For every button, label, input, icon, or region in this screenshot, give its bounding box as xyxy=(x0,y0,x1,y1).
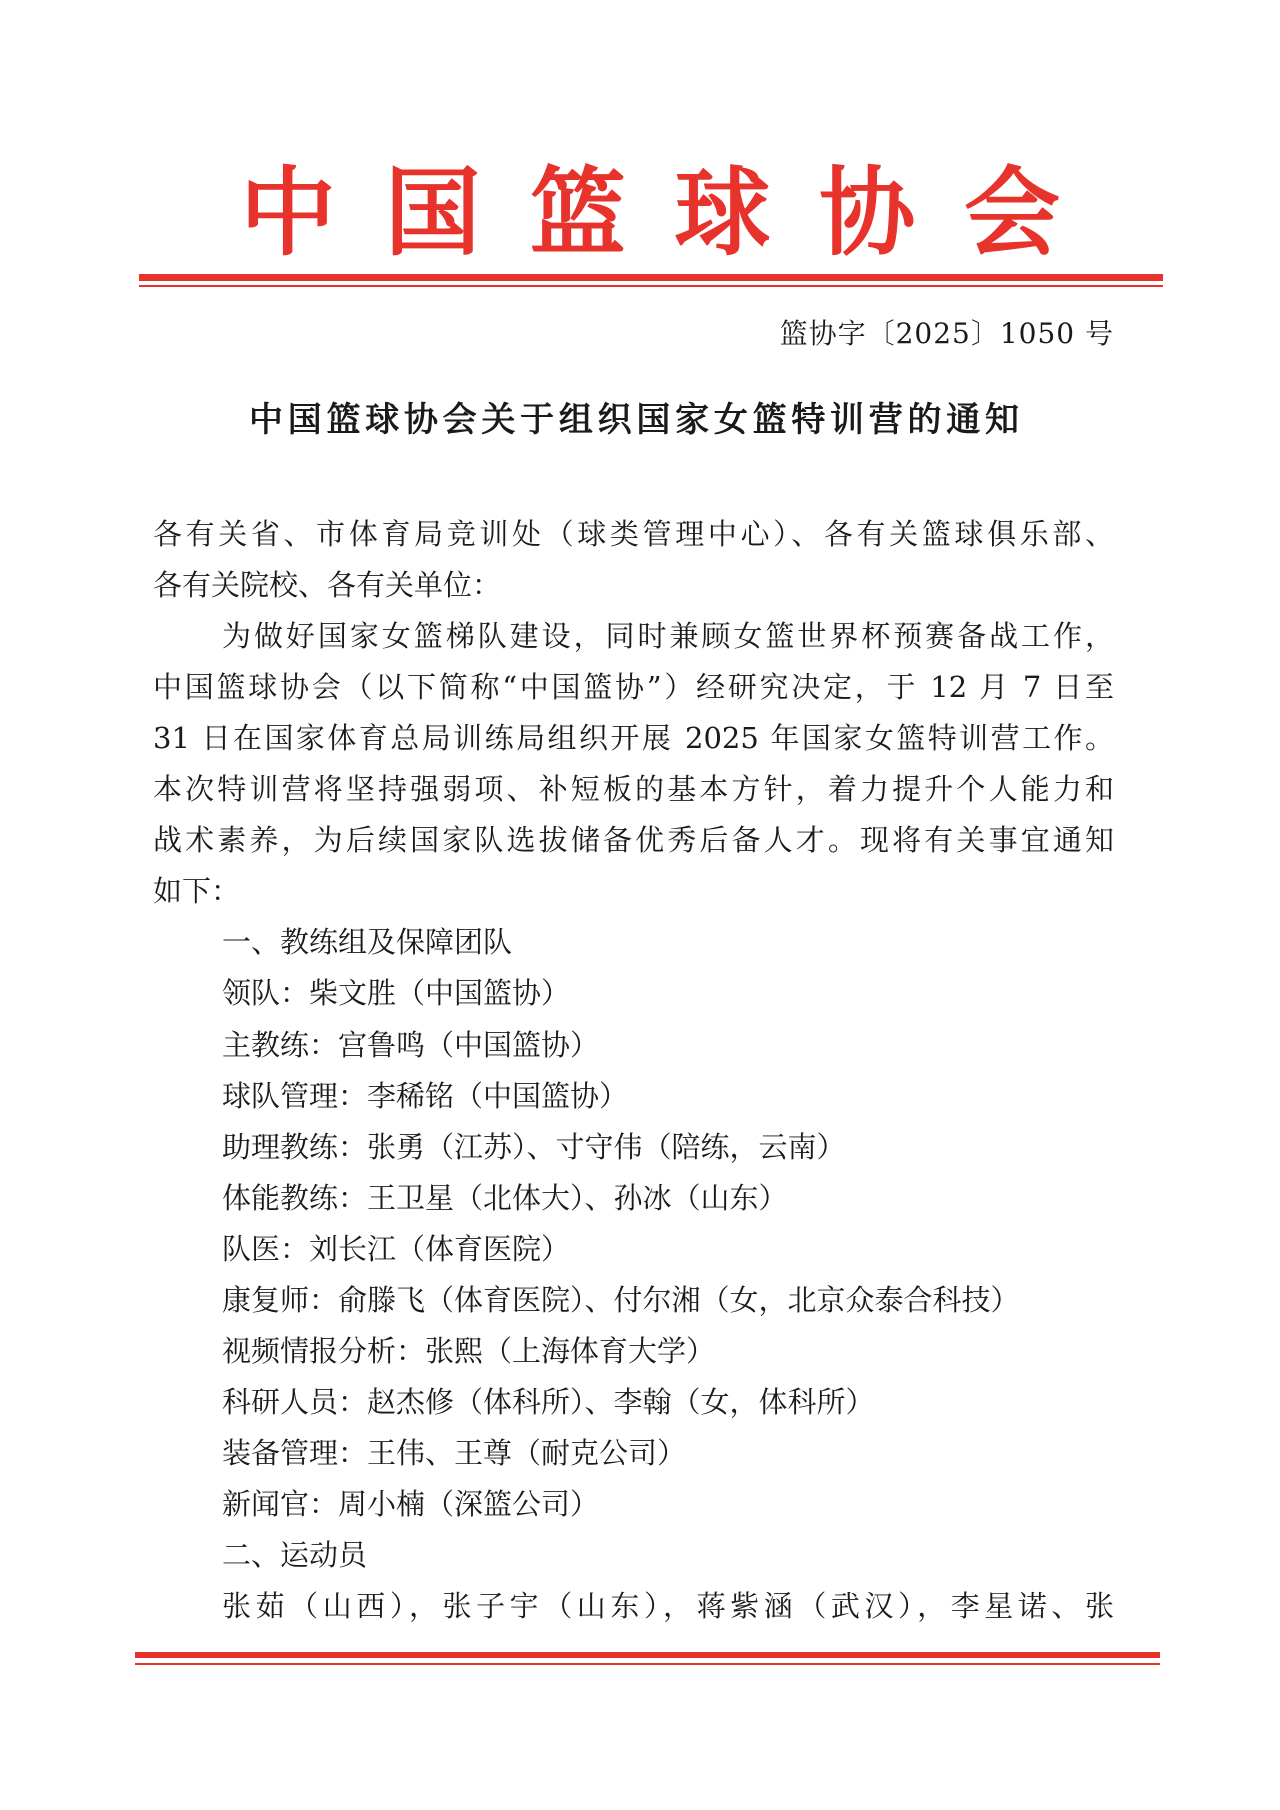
header-rule-thick xyxy=(139,274,1163,281)
masthead-char: 球 xyxy=(674,155,771,269)
body-line: 助理教练：张勇（江苏）、寸守伟（陪练，云南） xyxy=(222,1129,846,1164)
header-rule-thin xyxy=(139,285,1163,287)
body-line: 康复师：俞滕飞（体育医院）、付尔湘（女，北京众泰合科技） xyxy=(222,1282,1020,1317)
body-line: 31 日在国家体育总局训练局组织开展 2025 年国家女篮特训营工作。 xyxy=(153,721,1114,756)
body-line: 本次特训营将坚持强弱项、补短板的基本方针，着力提升个人能力和 xyxy=(153,772,1114,807)
body-line: 二、运动员 xyxy=(222,1538,368,1572)
masthead-char: 中 xyxy=(240,155,336,269)
body-line: 主教练：宫鲁鸣（中国篮协） xyxy=(222,1027,600,1062)
body-line: 为做好国家女篮梯队建设，同时兼顾女篮世界杯预赛备战工作， xyxy=(222,619,1114,654)
body-line: 视频情报分析：张熙（上海体育大学） xyxy=(222,1333,716,1368)
body-line: 球队管理：李稀铭（中国篮协） xyxy=(222,1078,629,1113)
body-line: 科研人员：赵杰修（体科所）、李翰（女，体科所） xyxy=(222,1384,875,1419)
masthead-char: 国 xyxy=(384,155,481,269)
masthead-char: 会 xyxy=(963,155,1060,269)
footer-rule-thin xyxy=(135,1663,1160,1665)
body-line: 新闻官：周小楠（深篮公司） xyxy=(222,1486,600,1521)
letterhead-masthead xyxy=(240,155,1060,269)
body-line: 战术素养，为后续国家队选拔储备优秀后备人才。现将有关事宜通知 xyxy=(153,823,1114,858)
document-title: 中国篮球协会关于组织国家女篮特训营的通知 xyxy=(249,400,1019,440)
body-line: 张茹（山西），张子宇（山东），蒋紫涵（武汉），李星诺、张 xyxy=(222,1589,1114,1624)
body-line: 体能教练：王卫星（北体大）、孙冰（山东） xyxy=(222,1180,788,1215)
body-line: 队医：刘长江（体育医院） xyxy=(222,1231,571,1266)
body-line: 中国篮球协会（以下简称“中国篮协”）经研究决定，于 12 月 7 日至 xyxy=(153,670,1114,705)
masthead-char: 协 xyxy=(819,155,916,269)
body-line: 各有关院校、各有关单位： xyxy=(153,568,502,603)
body-line: 装备管理：王伟、王尊（耐克公司） xyxy=(222,1435,687,1470)
body-line: 如下： xyxy=(153,874,241,909)
body-line: 一、教练组及保障团队 xyxy=(222,925,513,960)
body-line: 各有关省、市体育局竞训处（球类管理中心）、各有关篮球俱乐部、 xyxy=(153,517,1114,551)
body-line: 领队：柴文胜（中国篮协） xyxy=(222,976,571,1011)
document-number: 篮协字〔2025〕1050 号 xyxy=(779,317,1114,350)
footer-rule-thick xyxy=(135,1652,1160,1658)
masthead-char: 篮 xyxy=(529,155,626,269)
